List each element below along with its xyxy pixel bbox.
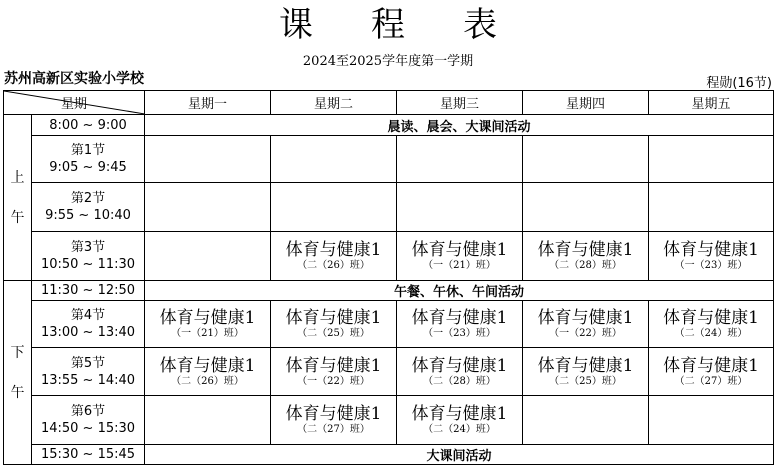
course-name: 体育与健康1 bbox=[537, 308, 634, 328]
activity-row bbox=[4, 281, 774, 301]
period-time: 9:55 ~ 10:40 bbox=[45, 208, 131, 223]
period-number: 第1节 bbox=[70, 143, 106, 158]
schedule-cell bbox=[271, 136, 397, 183]
period-row bbox=[4, 348, 774, 396]
class-name: （二（25）班） bbox=[549, 375, 622, 387]
course-name: 体育与健康1 bbox=[285, 308, 382, 328]
course-name: 体育与健康1 bbox=[537, 240, 634, 260]
period-time-cell bbox=[32, 136, 145, 183]
corner-label: 星期 bbox=[61, 97, 88, 112]
day-header-fri: 星期五 bbox=[649, 91, 774, 115]
period-time: 10:50 ~ 11:30 bbox=[40, 257, 136, 272]
schedule-cell bbox=[145, 301, 271, 348]
schedule-cell bbox=[649, 183, 774, 232]
schedule-cell bbox=[523, 136, 649, 183]
schedule-cell bbox=[523, 396, 649, 445]
schedule-cell bbox=[271, 232, 397, 281]
activity-row bbox=[4, 445, 774, 465]
class-name: （二（26）班） bbox=[171, 375, 244, 387]
schedule-cell bbox=[649, 396, 774, 445]
schedule-cell bbox=[271, 301, 397, 348]
schedule-cell bbox=[145, 183, 271, 232]
period-time: 11:30 ~ 12:50 bbox=[40, 283, 136, 298]
period-time: 8:00 ~ 9:00 bbox=[49, 117, 127, 133]
morning-char-1: 上 bbox=[10, 169, 25, 186]
schedule-cell bbox=[523, 232, 649, 281]
schedule-cell bbox=[397, 232, 523, 281]
activity-cell: 大课间活动 bbox=[145, 445, 774, 465]
activity-row bbox=[4, 115, 774, 136]
period-time: 13:00 ~ 13:40 bbox=[40, 325, 136, 340]
period-time: 9:05 ~ 9:45 bbox=[49, 160, 127, 175]
course-name: 体育与健康1 bbox=[663, 308, 759, 328]
schedule-cell bbox=[523, 183, 649, 232]
afternoon-label bbox=[4, 281, 32, 465]
period-time-cell bbox=[32, 115, 145, 136]
class-name: （二（27）班） bbox=[297, 424, 370, 435]
schedule-cell bbox=[145, 396, 271, 445]
period-time-cell bbox=[32, 183, 145, 232]
class-name: （二（25）班） bbox=[297, 328, 370, 339]
period-time: 14:50 ~ 15:30 bbox=[40, 421, 136, 436]
period-time: 15:30 ~ 15:45 bbox=[40, 447, 136, 462]
period-time-cell bbox=[32, 396, 145, 445]
schedule-cell bbox=[649, 232, 774, 281]
activity-cell: 午餐、午休、午间活动 bbox=[145, 281, 774, 301]
period-number: 第5节 bbox=[70, 355, 106, 371]
period-time-cell bbox=[32, 281, 145, 301]
schedule-cell bbox=[397, 301, 523, 348]
class-name: （一（23）班） bbox=[423, 328, 496, 339]
morning-label bbox=[4, 115, 32, 281]
class-name: （二（24）班） bbox=[423, 424, 496, 435]
course-name: 体育与健康1 bbox=[411, 308, 508, 328]
course-name: 体育与健康1 bbox=[663, 355, 759, 376]
schedule-cell bbox=[649, 348, 774, 396]
course-name: 体育与健康1 bbox=[285, 404, 382, 424]
course-name: 体育与健康1 bbox=[159, 308, 256, 328]
morning-char-2: 午 bbox=[10, 209, 25, 226]
schedule-cell bbox=[397, 396, 523, 445]
class-name: （一（21）班） bbox=[171, 328, 244, 339]
teacher-info: 程勋(16节) bbox=[706, 76, 772, 91]
course-name: 体育与健康1 bbox=[159, 355, 256, 376]
schedule-cell bbox=[145, 136, 271, 183]
schedule-cell bbox=[649, 301, 774, 348]
class-name: （二（28）班） bbox=[549, 260, 622, 271]
schedule-cell bbox=[271, 396, 397, 445]
day-header-tue: 星期二 bbox=[271, 91, 397, 115]
class-name: （一（22）班） bbox=[297, 375, 370, 387]
header-row bbox=[4, 91, 774, 115]
period-number: 第2节 bbox=[70, 191, 106, 206]
period-row bbox=[4, 301, 774, 348]
period-time: 13:55 ~ 14:40 bbox=[40, 372, 136, 388]
day-header-wed: 星期三 bbox=[397, 91, 523, 115]
period-time-cell bbox=[32, 232, 145, 281]
period-number: 第3节 bbox=[70, 240, 106, 255]
schedule-cell bbox=[271, 183, 397, 232]
course-name: 体育与健康1 bbox=[411, 355, 508, 376]
schedule-cell bbox=[397, 136, 523, 183]
schedule-cell bbox=[271, 348, 397, 396]
period-row bbox=[4, 396, 774, 445]
school-name: 苏州高新区实验小学校 bbox=[4, 71, 144, 87]
class-name: （一（21）班） bbox=[423, 260, 496, 271]
course-name: 体育与健康1 bbox=[663, 240, 759, 260]
schedule-cell bbox=[145, 232, 271, 281]
period-number: 第4节 bbox=[70, 308, 106, 323]
schedule-cell bbox=[649, 136, 774, 183]
schedule-cell bbox=[523, 301, 649, 348]
afternoon-char-1: 下 bbox=[10, 344, 25, 361]
activity-cell: 晨读、晨会、大课间活动 bbox=[145, 115, 774, 136]
period-time-cell bbox=[32, 445, 145, 465]
class-name: （二（28）班） bbox=[423, 375, 496, 387]
afternoon-char-2: 午 bbox=[10, 384, 25, 401]
schedule-cell bbox=[145, 348, 271, 396]
header-corner bbox=[4, 91, 145, 115]
course-name: 体育与健康1 bbox=[411, 240, 508, 260]
schedule-cell bbox=[397, 348, 523, 396]
page-title: 课程表 bbox=[279, 5, 555, 45]
day-header-mon: 星期一 bbox=[145, 91, 271, 115]
class-name: （二（26）班） bbox=[297, 260, 370, 271]
class-name: （二（24）班） bbox=[674, 328, 748, 339]
course-name: 体育与健康1 bbox=[411, 404, 508, 424]
period-row bbox=[4, 232, 774, 281]
semester-subtitle: 2024至2025学年度第一学期 bbox=[302, 54, 474, 69]
schedule-table bbox=[3, 90, 774, 465]
course-name: 体育与健康1 bbox=[285, 240, 382, 260]
schedule-cell bbox=[397, 183, 523, 232]
class-name: （二（27）班） bbox=[674, 375, 748, 387]
period-number: 第6节 bbox=[70, 404, 106, 419]
period-time-cell bbox=[32, 301, 145, 348]
course-name: 体育与健康1 bbox=[537, 355, 634, 376]
schedule-cell bbox=[523, 348, 649, 396]
period-row bbox=[4, 136, 774, 183]
period-row bbox=[4, 183, 774, 232]
period-time-cell bbox=[32, 348, 145, 396]
course-name: 体育与健康1 bbox=[285, 355, 382, 376]
class-name: （一（23）班） bbox=[674, 260, 748, 271]
class-name: （一（22）班） bbox=[549, 328, 622, 339]
day-header-thu: 星期四 bbox=[523, 91, 649, 115]
